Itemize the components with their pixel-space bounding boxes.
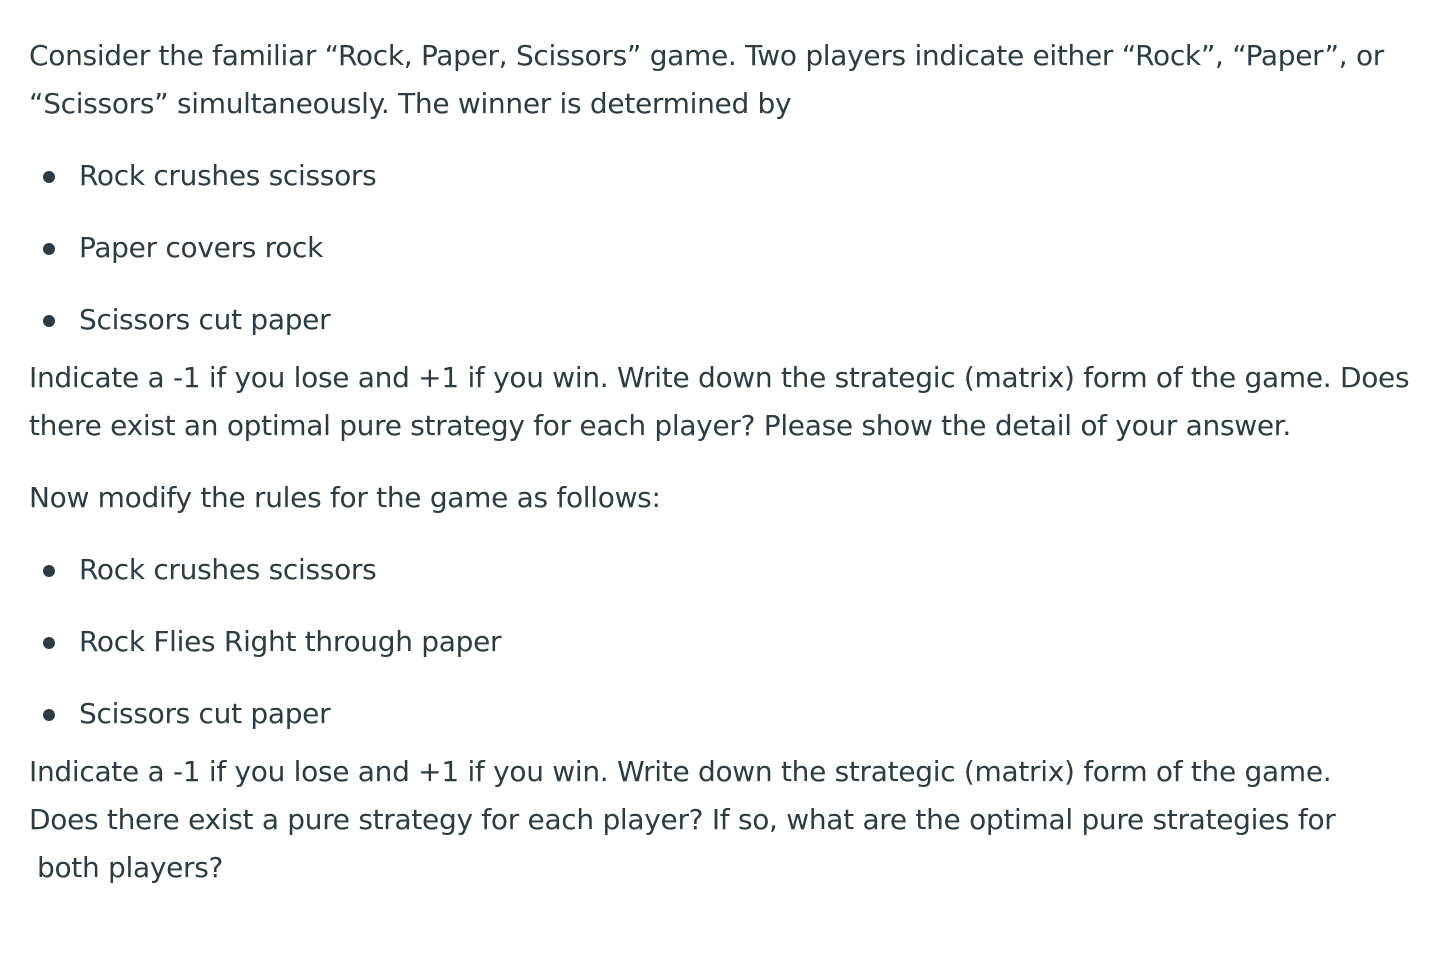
rule-text: Rock Flies Right through paper xyxy=(79,625,502,658)
list-item xyxy=(29,546,1419,594)
question-2-line-3: both players? xyxy=(37,851,224,884)
question-2-line-2: Does there exist a pure strategy for each player? If so, what are the optimal pure strategies for xyxy=(29,803,1336,836)
modify-rules-paragraph: Now modify the rules for the game as follows: xyxy=(29,481,661,514)
bullet-icon xyxy=(43,709,55,721)
rule-text: Scissors cut paper xyxy=(79,303,331,336)
bullet-icon xyxy=(43,565,55,577)
list-item xyxy=(29,296,1419,344)
rule-text: Rock crushes scissors xyxy=(79,553,377,586)
document-body xyxy=(29,32,1419,892)
question-2-paragraph xyxy=(29,748,1419,892)
original-rules-list xyxy=(29,152,1419,344)
bullet-icon xyxy=(43,243,55,255)
rule-text: Rock crushes scissors xyxy=(79,159,377,192)
rule-text: Paper covers rock xyxy=(79,231,324,264)
list-item xyxy=(29,224,1419,272)
question-1-paragraph: Indicate a -1 if you lose and +1 if you win. Write down the strategic (matrix) form of the game. Does there exist an optimal pure strategy for each player? Please show the detail of your answer. xyxy=(29,361,1410,442)
question-2-line-1: Indicate a -1 if you lose and +1 if you win. Write down the strategic (matrix) form of the game. xyxy=(29,755,1332,788)
list-item xyxy=(29,690,1419,738)
intro-paragraph: Consider the familiar “Rock, Paper, Scissors” game. Two players indicate either “Rock”, “Paper”, or “Scissors” simultaneously. The winner is determined by xyxy=(29,39,1385,120)
rule-text: Scissors cut paper xyxy=(79,697,331,730)
bullet-icon xyxy=(43,637,55,649)
modified-rules-list xyxy=(29,546,1419,738)
list-item xyxy=(29,618,1419,666)
bullet-icon xyxy=(43,315,55,327)
bullet-icon xyxy=(43,171,55,183)
list-item xyxy=(29,152,1419,200)
